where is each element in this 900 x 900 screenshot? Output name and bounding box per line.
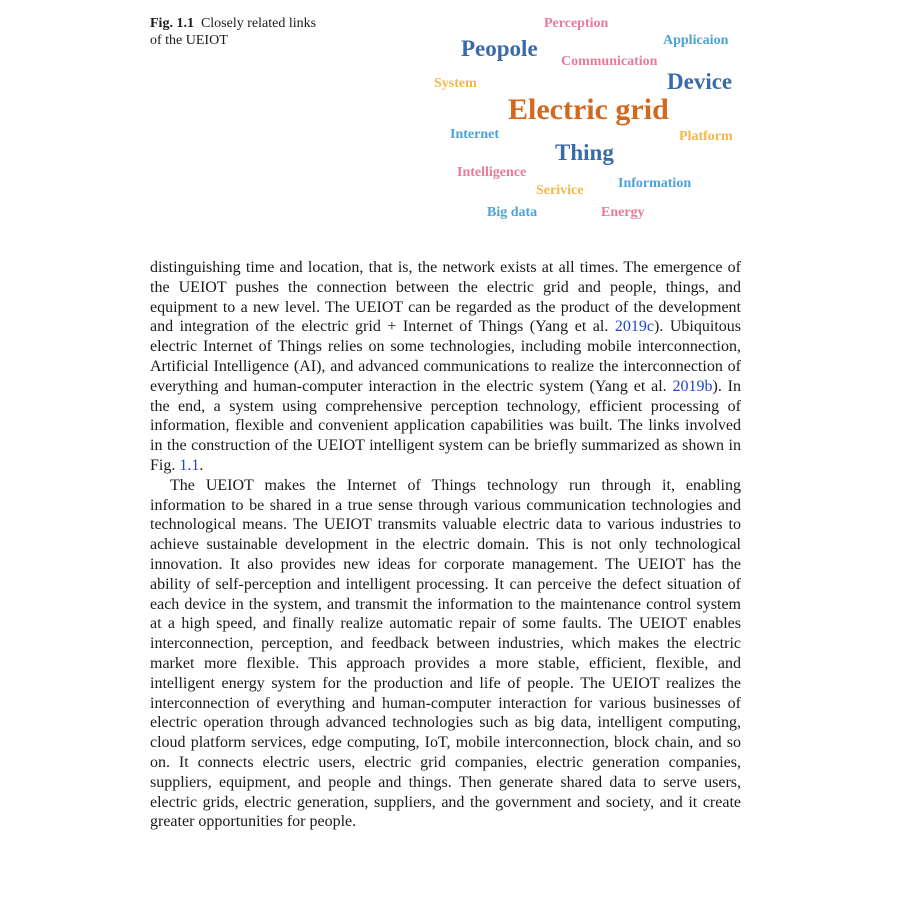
paragraph-1: distinguishing time and location, that is, the network exists at all times. The emergence of the UEIOT pushes the connection between the electric grid and people, things, and equipment to a new level. The UEIOT can be regarded as the product of the development and integration of the electric grid + Internet of Things (Yang et al. 2019c). Ubiquitous electric Internet of Things relies on some technologies, including mobile interconnection, Artificial Intelligence (AI), and advanced communications to realize the interconnection of everything and human-computer interaction in the electric system (Yang et al. 2019b). In the end, a system using comprehensive perception technology, efficient processing of information, flexible and convenient application capabilities was built. The links involved in the construction of the UEIOT intelligent system can be briefly summarized as shown in Fig. 1.1. (150, 259, 741, 474)
word-energy: Energy (601, 205, 645, 220)
word-perception: Perception (544, 16, 609, 31)
paragraph-2: The UEIOT makes the Internet of Things technology run through it, enabling information to be shared in a true sense through various communication technologies and technological means. The UEIOT transmits valuable electric data to various industries to achieve sustainable development in the electric domain. This is not only technological innovation. It also provides new ideas for corporate management. The UEIOT has the ability of self-perception and intelligent processing. It can perceive the defect situation of each device in the system, and transmit the information to the maintenance control system at a high speed, and finally realize automatic repair of some faults. The UEIOT enables interconnection, perception, and feedback between industries, which makes the electric market more flexible. This approach provides a more stable, efficient, flexible, and intelligent energy system for the production and life of people. The UEIOT realizes the interconnection of everything and human-computer interaction for various businesses of electric operation through advanced technologies such as big data, intelligent computing, cloud platform services, edge computing, IoT, mobile interconnection, block chain, and so on. It connects electric users, electric grid companies, electric generation companies, suppliers, equipment, and people and things. Then generate shared data to serve users, electric grids, electric generation, suppliers, and the government and society, and it create greater opportunities for people. (150, 476, 741, 831)
word-electric-grid: Electric grid (508, 93, 669, 126)
word-information: Information (618, 176, 692, 191)
figure-caption-text: Closely related links of the UEIOT (150, 16, 317, 48)
word-internet: Internet (450, 127, 499, 142)
citation-link[interactable]: 2019b (672, 377, 713, 395)
word-cloud (420, 0, 750, 240)
figure-reference-link[interactable]: 1.1 (179, 456, 200, 474)
body-text (150, 258, 741, 832)
figure-label: Fig. 1.1 (150, 16, 194, 31)
word-platform: Platform (679, 129, 733, 144)
citation-link[interactable]: 2019c (614, 318, 654, 336)
word-thing: Thing (555, 140, 614, 165)
word-applicaion: Applicaion (663, 33, 729, 48)
word-system: System (434, 76, 477, 91)
word-communication: Communication (561, 54, 658, 69)
word-device: Device (667, 69, 733, 94)
word-intelligence: Intelligence (457, 165, 527, 180)
word-serivice: Serivice (536, 183, 584, 198)
word-big-data: Big data (487, 205, 538, 220)
word-peopole: Peopole (461, 36, 538, 61)
figure-caption (150, 15, 320, 49)
